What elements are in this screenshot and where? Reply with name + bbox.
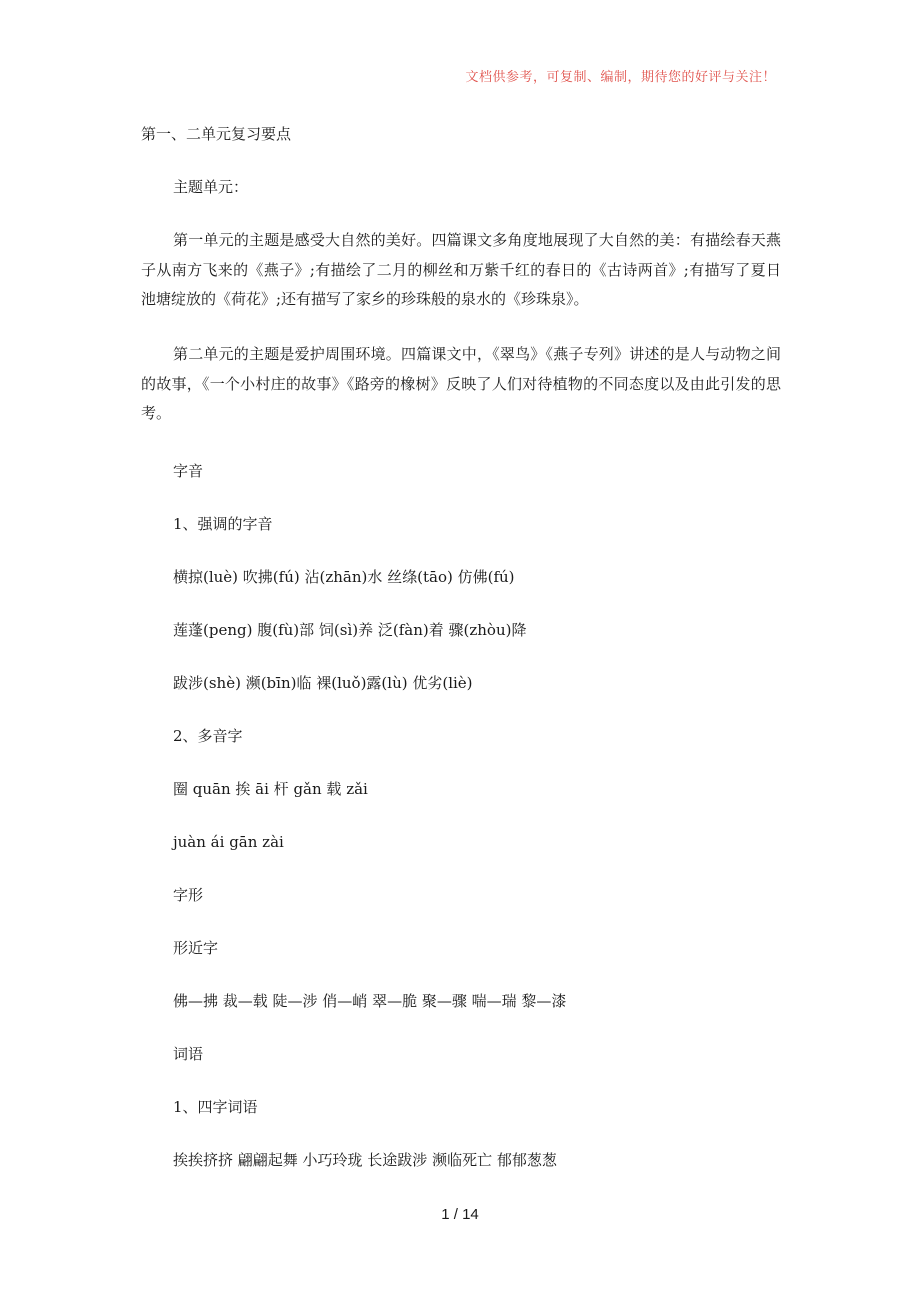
sub-four-char-words: 1、四字词语 bbox=[173, 1098, 258, 1116]
section-words: 词语 bbox=[173, 1045, 204, 1063]
sub-stressed-pronunciation: 1、强调的字音 bbox=[173, 515, 273, 533]
sub-similar-characters: 形近字 bbox=[173, 939, 219, 957]
paragraph-unit-two: 第二单元的主题是爱护周围环境。四篇课文中，《翠鸟》《燕子专列》讲述的是人与动物之间的故事，《一个小村庄的故事》《路旁的橡树》反映了人们对待植物的不同态度以及由此引发的思考。 bbox=[141, 345, 781, 422]
theme-heading: 主题单元： bbox=[173, 178, 249, 196]
four-char-words-line: 挨挨挤挤 翩翩起舞 小巧玲珑 长途跋涉 濒临死亡 郁郁葱葱 bbox=[173, 1151, 557, 1169]
header-note: 文档供参考，可复制、编制，期待您的好评与关注！ bbox=[465, 70, 776, 85]
document-title: 第一、二单元复习要点 bbox=[141, 125, 292, 143]
polyphonic-line-1: 圈 quān 挨 āi 杆 gǎn 载 zǎi bbox=[173, 780, 368, 798]
similar-characters-line: 佛—拂 裁—载 陡—涉 俏—峭 翠—脆 聚—骤 喘—瑞 黎—漆 bbox=[173, 992, 567, 1010]
paragraph-unit-one: 第一单元的主题是感受大自然的美好。四篇课文多角度地展现了大自然的美：有描绘春天燕子从南方飞来的《燕子》;有描绘了二月的柳丝和万紫千红的春日的《古诗两首》;有描写了夏日池塘绽放的《荷花》;还有描写了家乡的珍珠般的泉水的《珍珠泉》。 bbox=[141, 231, 781, 308]
stressed-line-3: 跋涉(shè) 濒(bīn)临 裸(luǒ)露(lù) 优劣(liè) bbox=[173, 674, 473, 692]
page-indicator: 1 / 14 bbox=[441, 1206, 479, 1223]
section-glyph: 字形 bbox=[173, 886, 204, 904]
stressed-line-1: 横掠(luè) 吹拂(fú) 沾(zhān)水 丝绦(tāo) 仿佛(fú) bbox=[173, 568, 515, 586]
section-pronunciation: 字音 bbox=[173, 462, 204, 480]
polyphonic-line-2: juàn ái gān zài bbox=[173, 833, 284, 851]
stressed-line-2: 莲蓬(peng) 腹(fù)部 饲(sì)养 泛(fàn)着 骤(zhòu)降 bbox=[173, 621, 527, 639]
sub-polyphonic: 2、多音字 bbox=[173, 727, 243, 745]
